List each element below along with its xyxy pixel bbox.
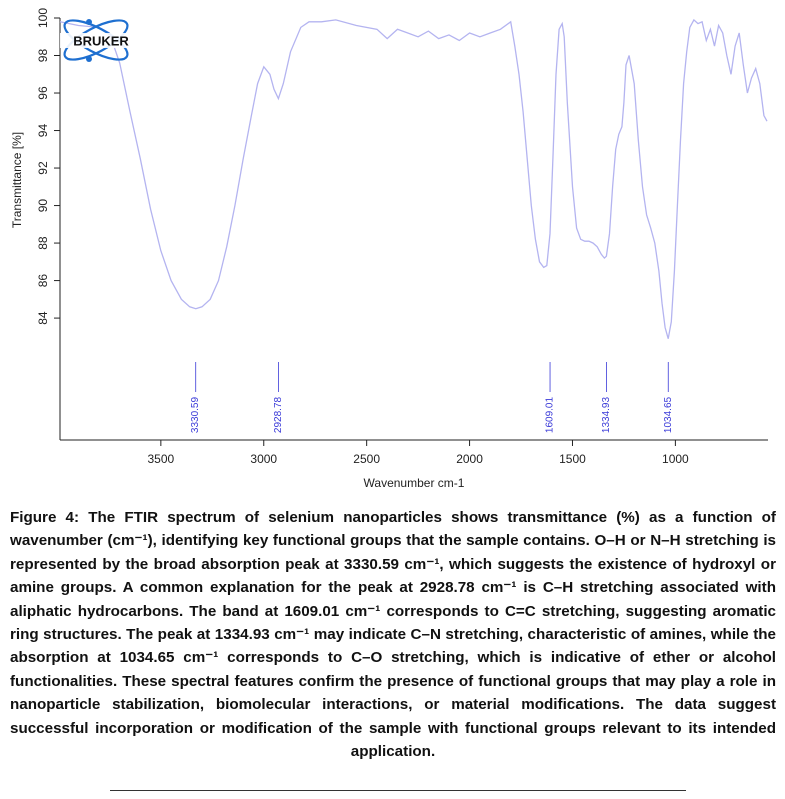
x-tick-label: 3500 (147, 452, 175, 466)
spectrum-line (60, 20, 767, 339)
caption-underline (110, 790, 686, 791)
y-tick-label: 84 (36, 311, 50, 325)
y-tick-label: 96 (36, 86, 50, 100)
y-tick-label: 90 (36, 198, 50, 213)
peak-label: 1034.65 (662, 396, 674, 434)
y-tick-label: 92 (36, 161, 50, 175)
x-tick-label: 1500 (559, 452, 586, 466)
x-tick-label: 2000 (456, 452, 483, 466)
peak-markers (190, 362, 674, 433)
x-ticks (147, 440, 689, 466)
x-tick-label: 3000 (250, 452, 278, 466)
figure-caption: Figure 4: The FTIR spectrum of selenium nanoparticles shows transmittance (%) as a function of wavenumber (cm⁻¹), identifying key functional groups that the sample contains. O–H or N–H stretching is represented by the broad absorption peak at 3330.59 cm⁻¹, which suggests the existence of hydroxyl or amine groups. A common explanation for the peak at 2928.78 cm⁻¹ is C–H stretching associated with aliphatic hydrocarbons. The band at 1609.01 cm⁻¹ corresponds to C=C stretching, suggesting aromatic ring structures. The peak at 1334.93 cm⁻¹ may indicate C–N stretching, characteristic of amines, while the absorption at 1034.65 cm⁻¹ corresponds to C–O stretching, which is indicative of ether or alcohol functionalities. These spectral features confirm the presence of functional groups that may play a role in nanoparticle stabilization, biomolecular interactions, or material modifications. The data suggest successful incorporation or modification of the sample with functional groups relevant to its intended application. (10, 509, 776, 761)
y-tick-label: 88 (36, 236, 50, 250)
logo-dot-2 (86, 56, 92, 62)
x-tick-label: 2500 (353, 452, 381, 466)
x-tick-label: 1000 (662, 452, 689, 466)
y-axis-title: Transmittance [%] (10, 131, 24, 229)
y-ticks (36, 8, 60, 325)
y-tick-label: 86 (36, 273, 50, 288)
y-tick-label: 94 (36, 123, 50, 138)
peak-label: 1334.93 (600, 396, 612, 434)
y-tick-label: 98 (36, 48, 50, 63)
x-axis-title: Wavenumber cm-1 (363, 476, 465, 490)
logo-text: BRUKER (73, 33, 129, 49)
y-tick-label: 100 (36, 7, 50, 29)
bruker-logo (59, 13, 144, 67)
peak-label: 3330.59 (190, 396, 202, 434)
peak-label: 2928.78 (272, 396, 284, 434)
peak-label: 1609.01 (544, 396, 556, 434)
logo-dot-1 (86, 19, 92, 25)
